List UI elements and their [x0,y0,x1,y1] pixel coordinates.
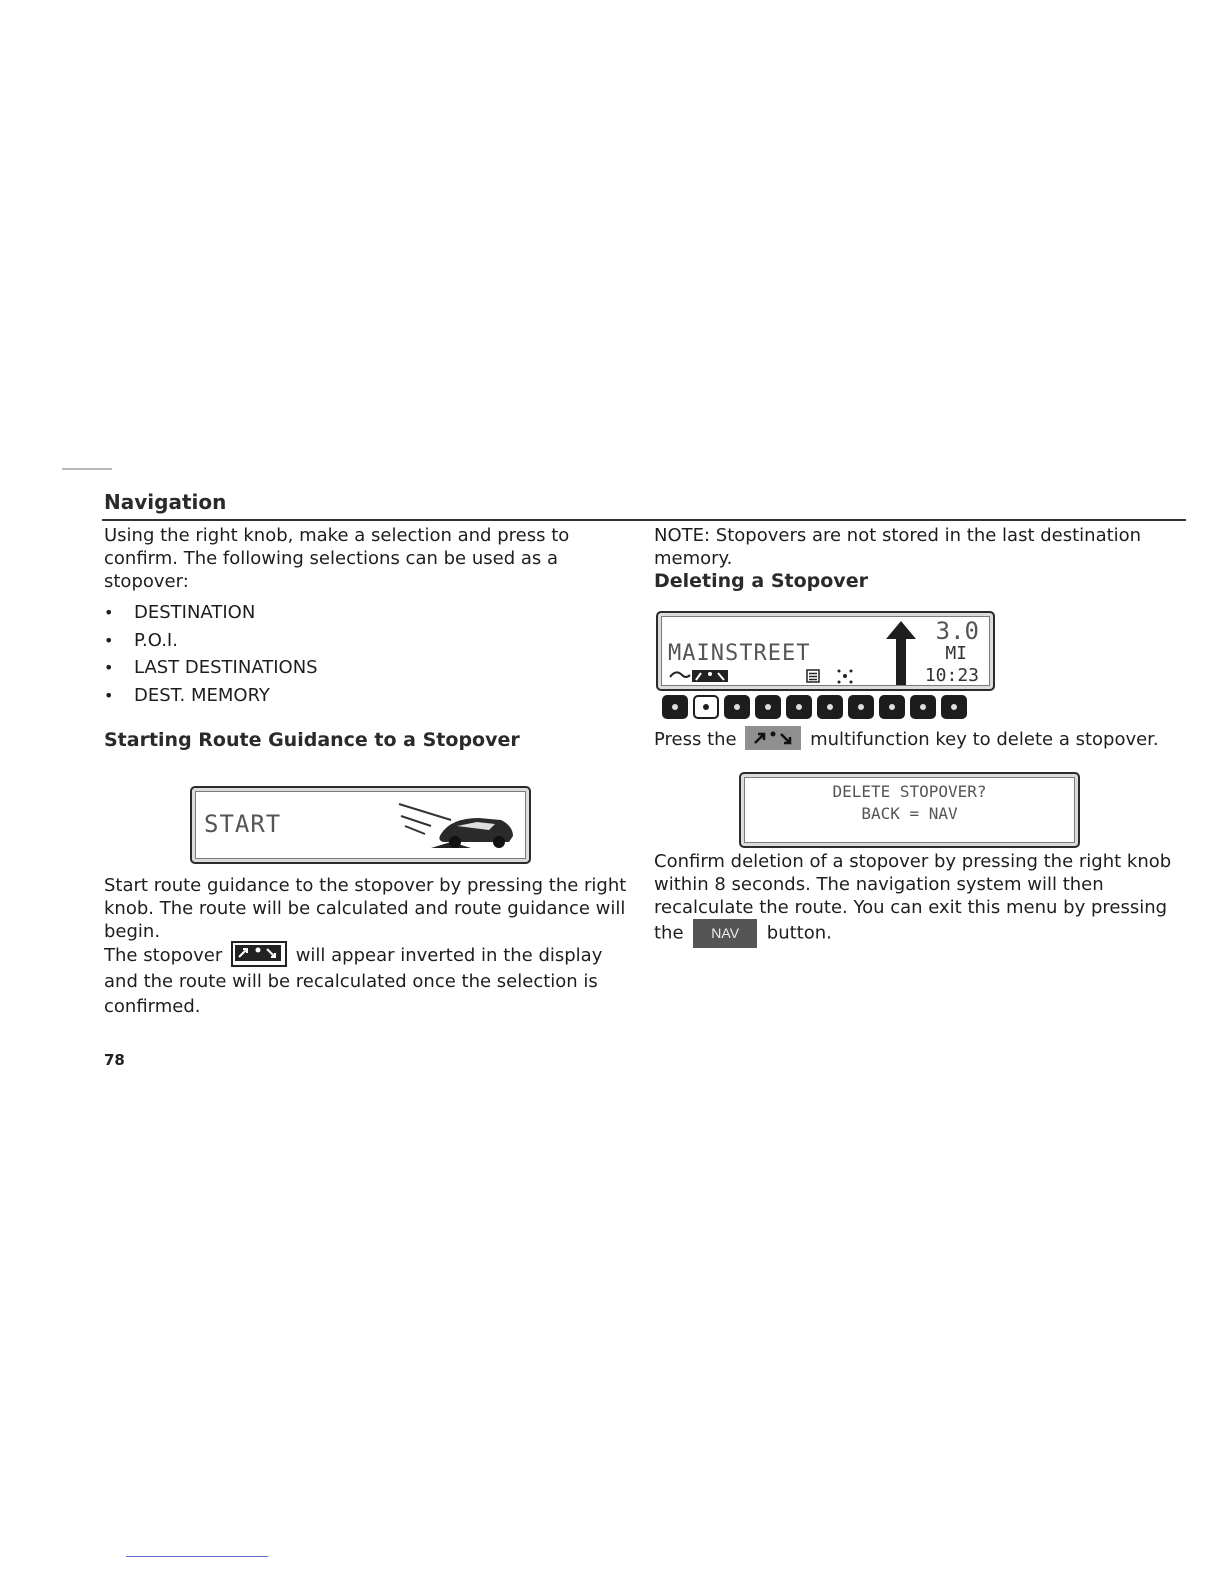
page-number: 78 [104,1051,125,1069]
multifunction-key-8[interactable] [879,695,905,719]
start-display [190,786,531,864]
car-icon [391,796,521,854]
stopover-text-after: will appear inverted in the display and the route will be recalculated once the selection is confirmed. [104,945,603,1017]
navigation-display [656,611,995,691]
confirm-paragraph [654,850,1194,948]
clock-time: 10:23 [924,665,979,686]
header-rule [102,519,1186,521]
multifunction-key-4[interactable] [755,695,781,719]
list-item: • DESTINATION [104,599,634,627]
nav-button[interactable]: NAV [693,919,757,948]
multifunction-key-7[interactable] [848,695,874,719]
subheading-delete-stopover: Deleting a Stopover [654,570,868,592]
multifunction-key-3[interactable] [724,695,750,719]
list-item: • P.O.I. [104,627,634,655]
footer-line [126,1556,268,1557]
press-instruction [654,728,1214,752]
gps-icon [836,667,854,685]
delete-prompt: DELETE STOPOVER? [832,782,987,801]
left-guidance-text [104,874,634,1019]
multifunction-key-6[interactable] [817,695,843,719]
confirm-text-after: button. [766,922,832,944]
press-text-after: multifunction key to delete a stopover. [810,729,1159,750]
multifunction-key-row [662,695,967,719]
multifunction-key-2[interactable] [693,695,719,719]
guidance-paragraph: Start route guidance to the stopover by pressing the right knob. The route will be calculated and route guidance will begin. [104,875,627,942]
multifunction-key-icon [745,726,801,750]
stopover-paragraph [104,943,634,1019]
multifunction-key-5[interactable] [786,695,812,719]
distance-unit: MI [945,643,967,664]
delete-stopover-display [739,772,1080,848]
multifunction-key-1[interactable] [662,695,688,719]
note-paragraph: NOTE: Stopovers are not stored in the last destination memory. [654,525,1142,569]
multifunction-key-10[interactable] [941,695,967,719]
multifunction-key-9[interactable] [910,695,936,719]
arrow-up-icon [886,621,916,685]
right-column [654,524,1194,593]
stopover-text-before: The stopover [104,945,223,966]
distance-value: 3.0 [935,617,979,645]
subheading-start-guidance: Starting Route Guidance to a Stopover [104,729,520,751]
display-start-text: START [204,810,282,838]
menu-icon [806,669,820,683]
press-text-before: Press the [654,729,737,750]
intro-paragraph: Using the right knob, make a selection and press to confirm. The following selections can be used as a stopover: [104,525,570,592]
press-paragraph [654,728,1214,752]
decorative-line [62,468,112,470]
list-item: • DEST. MEMORY [104,682,634,710]
list-item: • LAST DESTINATIONS [104,654,634,682]
back-hint: BACK = NAV [861,804,958,823]
section-title: Navigation [104,490,227,514]
stopover-options-list [104,599,634,709]
street-name: MAINSTREET [668,641,811,666]
route-icon [668,669,730,683]
confirm-text-before: Confirm deletion of a stopover by pressing the right knob within 8 seconds. The navigation system will then recalculate the route. You can exit this menu by pressing the [654,851,1172,944]
left-column [104,524,634,709]
stopover-icon [231,941,287,967]
confirm-instruction [654,850,1194,948]
